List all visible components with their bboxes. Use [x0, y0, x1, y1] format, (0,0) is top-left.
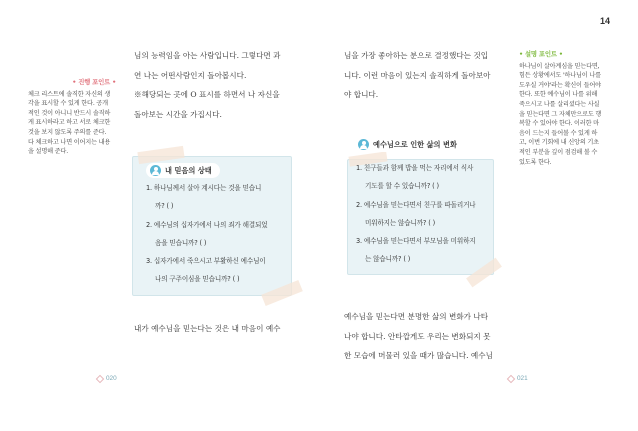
left-body-top — [134, 46, 281, 124]
folio-right-number: 021 — [517, 375, 528, 382]
body-line: 한 모습에 머물러 있을 때가 많습니다. 예수님 — [344, 351, 493, 360]
right-note-line: 하나님이 살아계심을 믿는다면, — [519, 62, 600, 70]
checklist-item-cont: 나의 구주이심을 믿습니까? ( ) — [155, 275, 240, 284]
checklist-item: 3. 십자가에서 죽으시고 부활하신 예수님이 — [146, 257, 266, 266]
right-margin-note — [519, 50, 611, 167]
body-line: 님을 가장 좋아하는 분으로 결정했다는 것입 — [344, 51, 489, 60]
person-icon — [358, 139, 369, 150]
diamond-icon — [96, 374, 104, 382]
body-line: 돌아보는 시간을 가집시다. — [134, 109, 222, 119]
checklist-item: 2. 예수님을 믿는다면서 친구를 따돌리거나 — [356, 200, 476, 209]
checklist-item: 3. 예수님을 믿는다면서 부모님을 미워하지 — [356, 237, 476, 246]
right-note-line: 있도록 한다. — [519, 158, 552, 166]
life-change-list — [356, 159, 476, 269]
life-change-title-text: 예수님으로 인한 삶의 변화 — [373, 139, 457, 149]
left-note-line: 체크 리스트에 솔직한 자신의 생 — [28, 90, 111, 98]
folio-right — [508, 375, 528, 382]
title-pill — [146, 163, 220, 178]
body-line: 내가 예수님을 믿는다는 것은 내 마음이 예수 — [134, 324, 281, 333]
body-line: 야 합니다. — [344, 90, 379, 99]
checklist-item-cont: 까? ( ) — [155, 202, 174, 211]
right-body-bottom — [344, 307, 493, 366]
right-note-line: 힘든 상황에서도 '하나님이 나를 — [519, 72, 601, 80]
life-change-title — [354, 137, 465, 152]
right-note-line: 을 믿는다면 그 자체만으로도 행 — [519, 110, 602, 118]
checklist-item-cont: 기도를 할 수 있습니까? ( ) — [365, 182, 439, 191]
left-note-line: 게 표시하라고 하고 서로 체크한 — [28, 119, 111, 127]
right-body-top — [344, 46, 491, 105]
faith-status-title — [146, 163, 220, 178]
checklist-item-cont: 음을 믿습니까? ( ) — [155, 238, 207, 247]
right-note-line: 복할 수 있어야 한다. 이러한 마 — [519, 120, 599, 128]
checklist-item: 2. 예수님의 십자가에서 나의 죄가 해결되었 — [146, 220, 268, 229]
title-pill — [354, 137, 465, 152]
body-line: 님의 능력임을 아는 사람입니다. 그렇다면 과 — [134, 51, 281, 60]
body-line: 나야 합니다. 안타깝게도 우리는 변화되지 못 — [344, 331, 491, 341]
right-note-title: • 설명 포인트 • — [519, 50, 563, 58]
body-line: 니다. 이런 마음이 있는지 솔직하게 돌아보아 — [344, 70, 491, 80]
checklist-item-cont: 는 않습니까? ( ) — [365, 255, 411, 264]
right-note-line: 음이 드는지 들어볼 수 있게 하 — [519, 129, 598, 137]
left-note-line: 각을 표시할 수 있게 한다. 공개 — [28, 100, 108, 108]
checklist-item: 1. 하나님께서 살아 계시다는 것을 믿습니 — [146, 184, 262, 192]
left-note-title: • 진행 포인트 • — [72, 78, 116, 86]
right-note-line: 죽으시고 나를 살리셨다는 사실 — [519, 100, 600, 108]
right-note-line: 한다. 또한 예수님이 나를 위해 — [519, 91, 598, 99]
person-icon — [150, 165, 161, 176]
faith-status-title-text: 내 믿음의 상태 — [165, 165, 212, 175]
folio-left — [97, 375, 117, 382]
left-note-line: 것을 보지 않도록 주의를 준다. — [28, 128, 107, 136]
checklist-item: 1. 친구들과 함께 밥을 먹는 자리에서 식사 — [356, 164, 474, 172]
diamond-icon — [507, 374, 515, 382]
body-line: 예수님을 믿는다면 분명한 삶의 변화가 나타 — [344, 312, 489, 321]
left-note-line: 을 설명해 준다. — [28, 148, 68, 156]
left-note-line: 다 체크하고 나면 이어지는 내용 — [28, 138, 111, 146]
folio-left-number: 020 — [106, 375, 117, 382]
right-note-line: 적인 부분을 깊이 점검해 볼 수 — [519, 148, 598, 156]
right-note-line: 도우실 거야'라는 확신이 들어야 — [519, 81, 601, 89]
checklist-item-cont: 미워하지는 않습니까? ( ) — [365, 218, 436, 227]
left-margin-note — [28, 78, 118, 157]
left-body-bottom — [134, 319, 281, 339]
right-note-line: 고, 이번 기회에 내 신앙의 기초 — [519, 139, 599, 147]
body-line: ※해당되는 곳에 O 표시를 하면서 나 자신을 — [134, 90, 280, 99]
page-number-top: 14 — [599, 16, 610, 26]
faith-status-list — [146, 179, 267, 289]
body-line: 연 나는 어떤사람인지 돌아봅시다. — [134, 70, 247, 80]
left-note-line: 적인 것이 아니니 반드시 솔직하 — [28, 109, 111, 117]
